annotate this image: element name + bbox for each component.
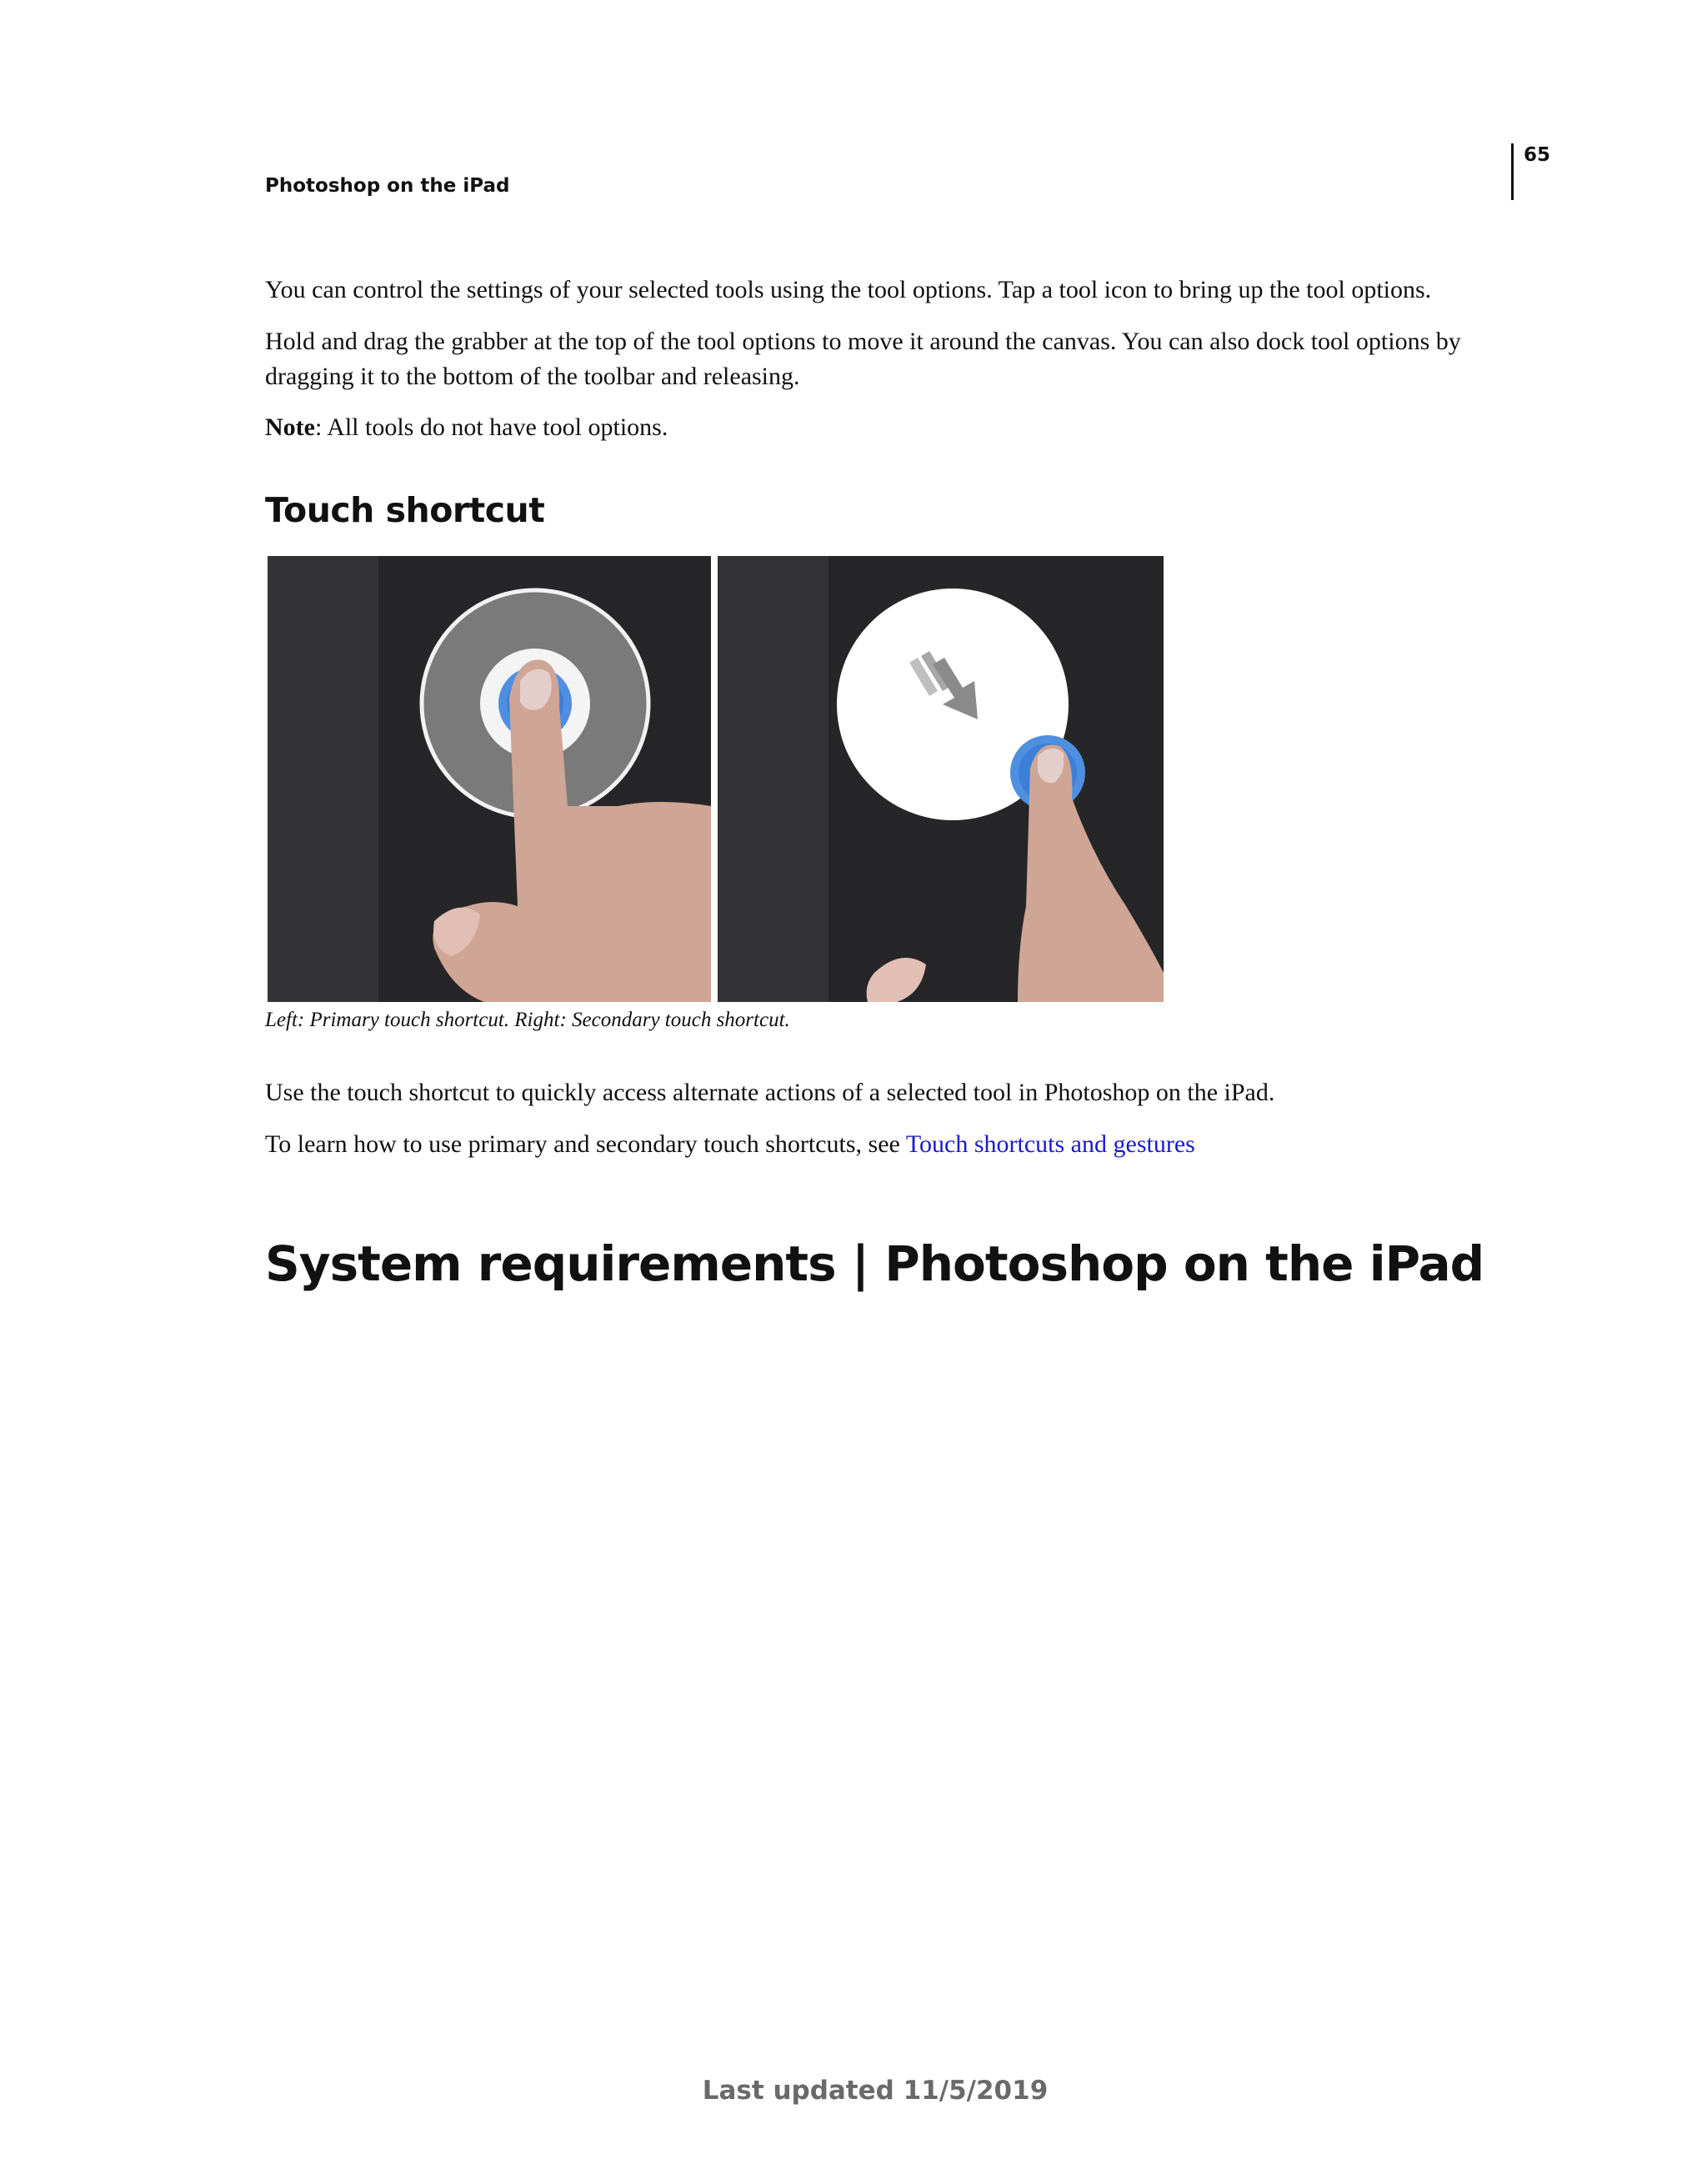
paragraph-touch-shortcut-usage: Use the touch shortcut to quickly access alternate actions of a selected tool in Photoshop on the iPad. (265, 1079, 1275, 1106)
header-rule (1511, 143, 1514, 200)
note-label: Note (265, 413, 315, 441)
learn-more-prefix: To learn how to use primary and secondary touch shortcuts, see (265, 1130, 906, 1158)
primary-touch-shortcut-illustration (268, 556, 711, 1002)
page-number: 65 (1524, 144, 1551, 166)
footer-last-updated: Last updated 11/5/2019 (702, 2076, 1049, 2106)
section-heading-touch-shortcut: Touch shortcut (265, 490, 545, 530)
touch-shortcut-figure (268, 556, 1164, 1002)
figure-caption: Left: Primary touch shortcut. Right: Secondary touch shortcut. (265, 1009, 790, 1031)
secondary-touch-shortcut-illustration (718, 556, 1164, 1002)
paragraph-learn-more (265, 1127, 1195, 1162)
note-text: : All tools do not have tool options. (314, 413, 668, 441)
chapter-heading-system-requirements: System requirements | Photoshop on the iPad (265, 1235, 1484, 1292)
paragraph-grabber: Hold and drag the grabber at the top of the tool options to move it around the canvas. You can also dock tool options by dragging it to the bottom of the toolbar and releasing. (265, 328, 1461, 390)
note-paragraph (265, 410, 668, 445)
paragraph-tool-options: You can control the settings of your selected tools using the tool options. Tap a tool icon to bring up the tool options. (265, 276, 1432, 303)
touch-shortcuts-link[interactable]: Touch shortcuts and gestures (905, 1130, 1195, 1158)
running-head-title: Photoshop on the iPad (265, 175, 510, 197)
